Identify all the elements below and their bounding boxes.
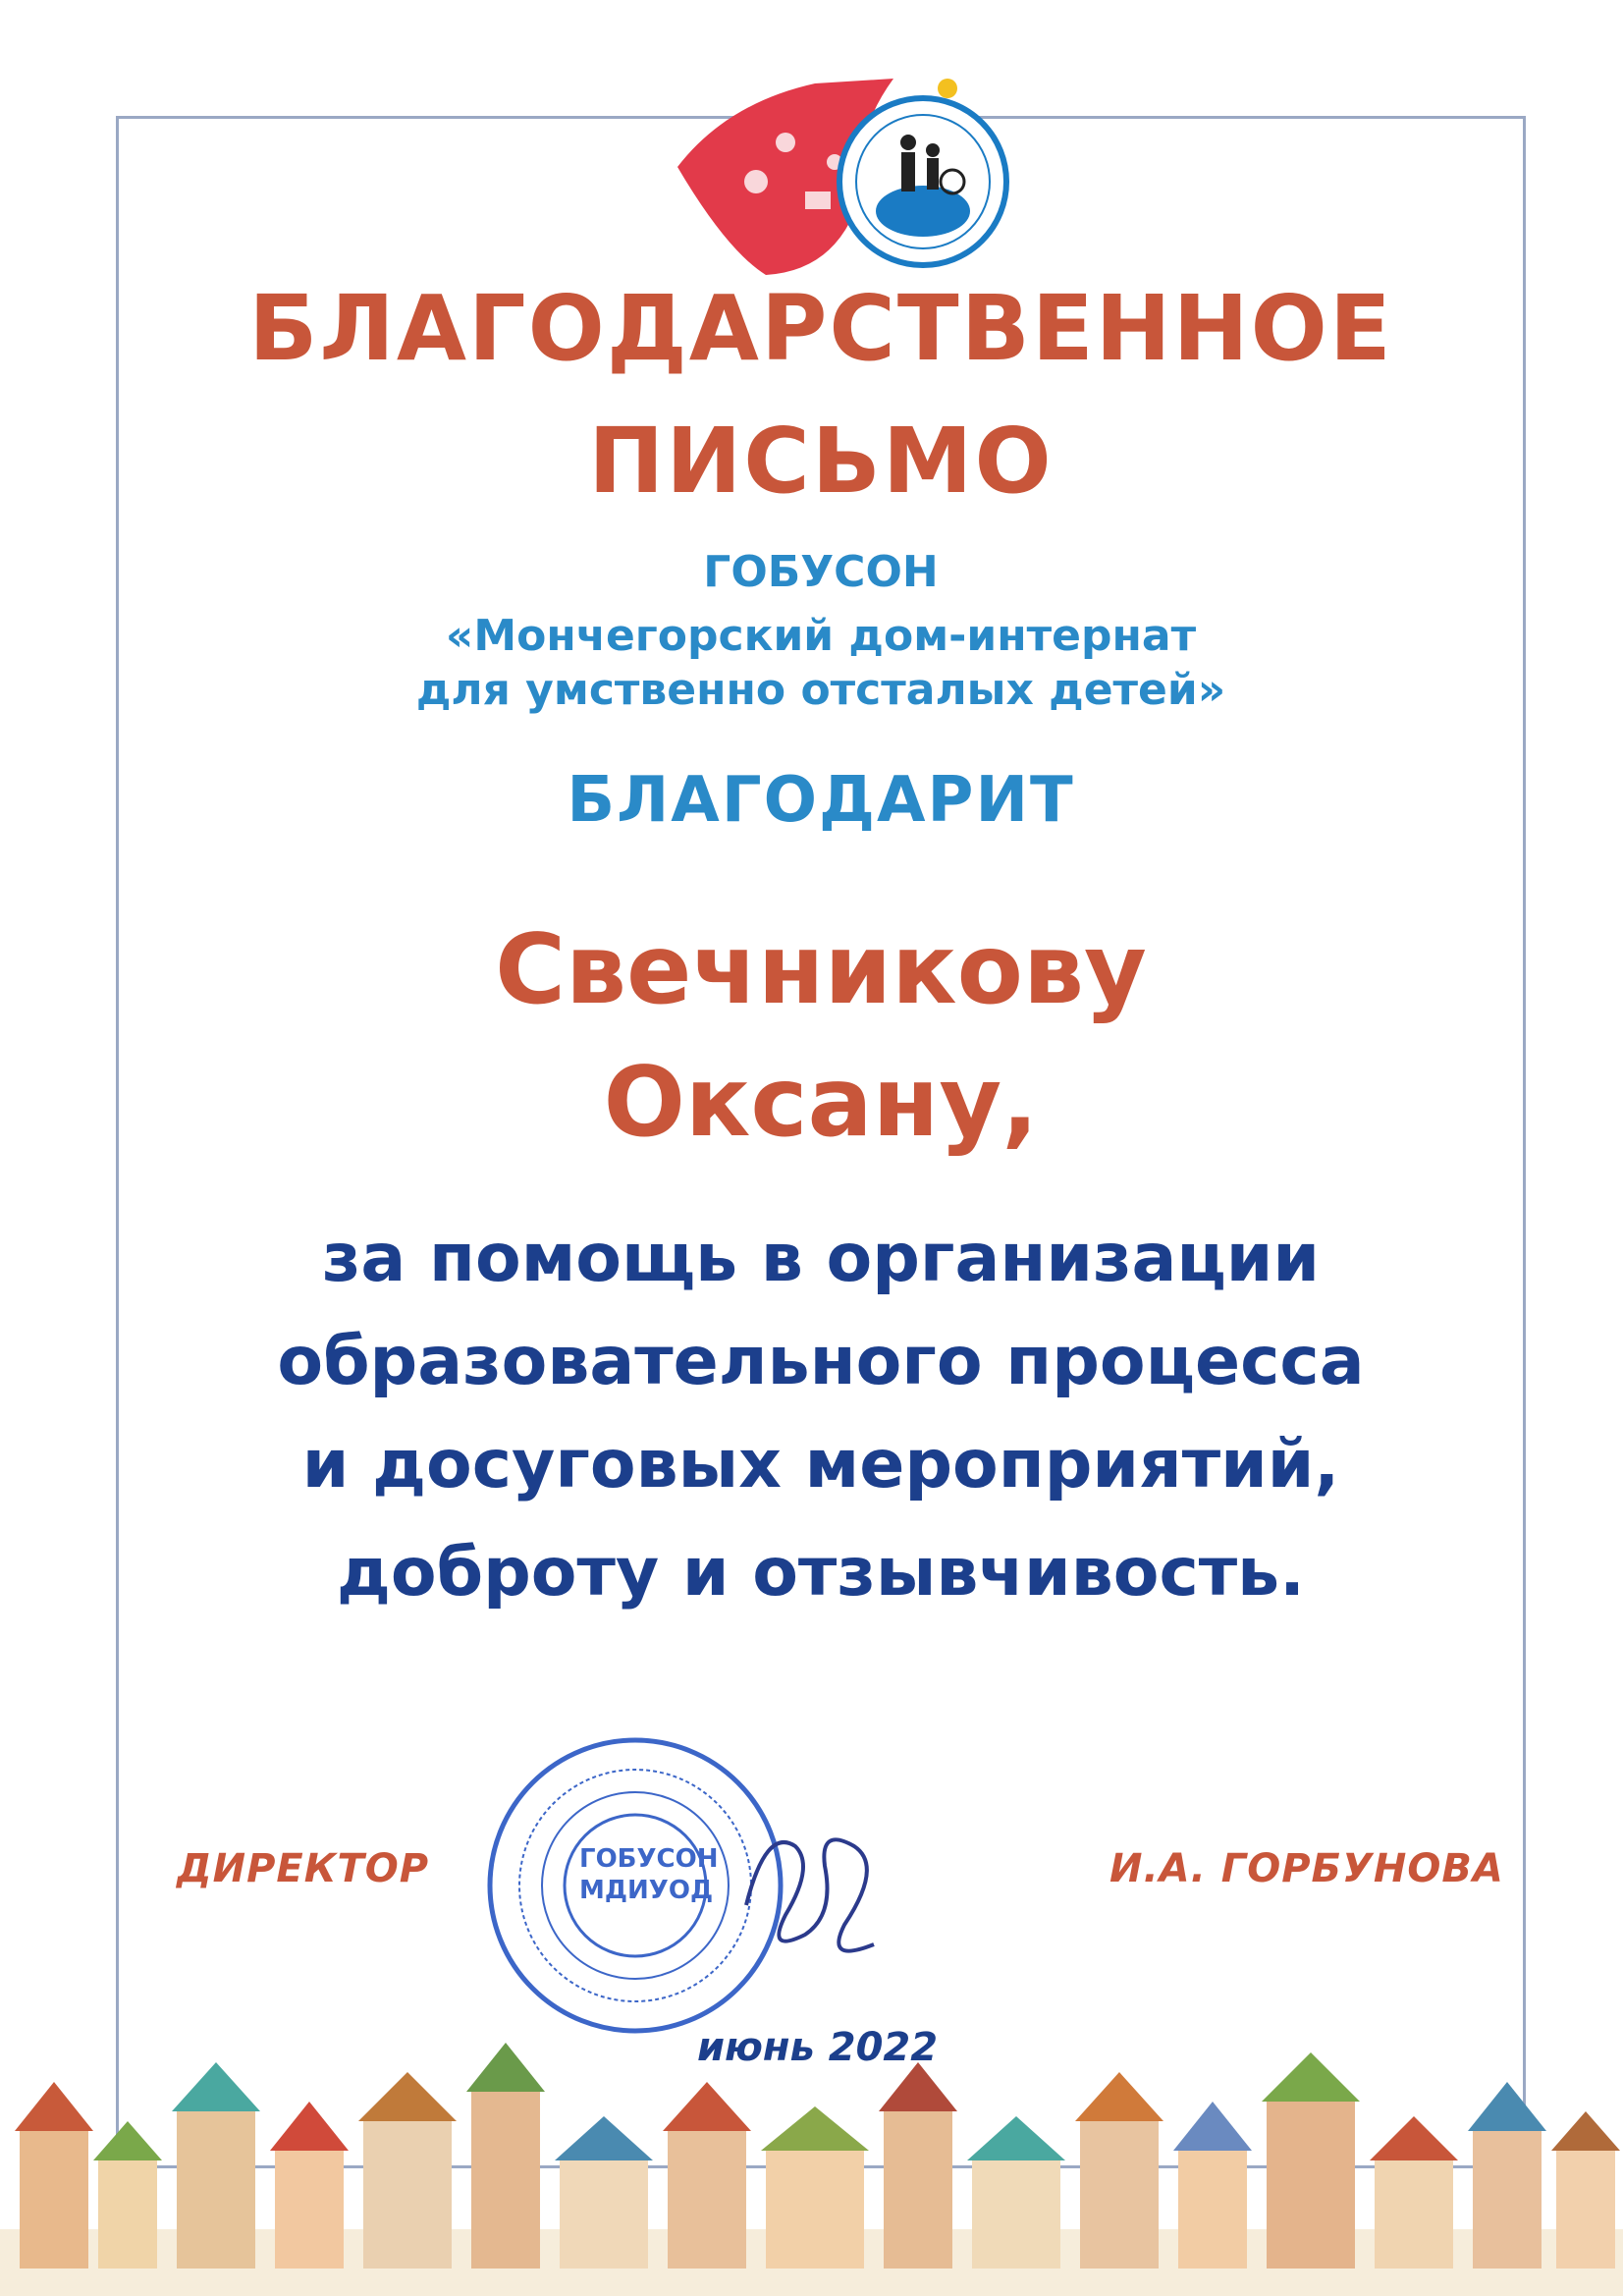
reason-line4: доброту и отзывчивость.: [336, 1534, 1306, 1612]
handwritten-signature: [727, 1787, 903, 1984]
reason-line3: и досуговых мероприятий,: [301, 1426, 1340, 1503]
organization-logo: [668, 74, 1021, 285]
letter-title: БЛАГОДАРСТВЕННОЕ: [248, 276, 1393, 381]
signer-position: ДИРЕКТОР: [177, 1846, 430, 1891]
recipient-surname: Свечникову: [495, 914, 1147, 1026]
letter-date: июнь 2022: [697, 2025, 939, 2070]
stamp-center-line2: МДИУОД: [579, 1876, 714, 1905]
reason-line2: образовательного процесса: [277, 1323, 1365, 1400]
organization-name-line2: для умственно отсталых детей»: [415, 665, 1226, 715]
recipient-first-name: Оксану,: [603, 1047, 1039, 1159]
signer-name: И.А. ГОРБУНОВА: [1109, 1846, 1504, 1891]
letter-title-line2: ПИСЬМО: [588, 409, 1054, 514]
organization-name-line1: «Мончегорский дом-интернат: [445, 611, 1197, 661]
reason-line1: за помощь в организации: [321, 1220, 1321, 1297]
town-illustration: [0, 2023, 1623, 2296]
thanks-verb: БЛАГОДАРИТ: [567, 764, 1075, 837]
organization-abbreviation: ГОБУСОН: [703, 547, 939, 597]
stamp-center-line1: ГОБУСОН: [579, 1844, 719, 1874]
